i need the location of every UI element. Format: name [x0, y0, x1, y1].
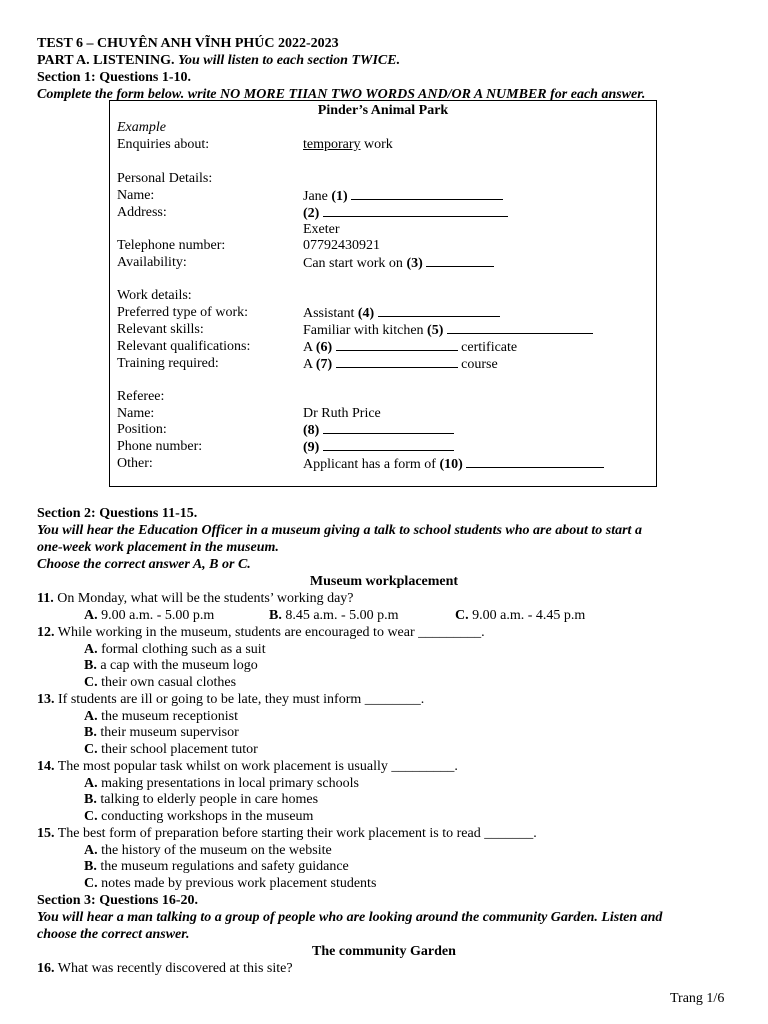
- q3-blank[interactable]: [426, 254, 494, 267]
- section3-instruction-1: You will hear a man talking to a group of people who are looking around the community Garden. Listen and: [37, 910, 663, 925]
- option-12b[interactable]: [84, 657, 258, 674]
- name-value: [303, 187, 503, 205]
- option-letter: B.: [84, 725, 97, 740]
- training-value: [303, 355, 498, 373]
- example-label: Example: [117, 120, 166, 135]
- qual-label: Relevant qualifications:: [117, 339, 251, 354]
- section1-instruction: Complete the form below. write NO MORE TIIAN TWO WORDS AND/OR A NUMBER for each answer.: [37, 87, 646, 102]
- section1-heading: Section 1: Questions 1-10.: [37, 70, 191, 85]
- section2-instruction-3: Choose the correct answer A, B or C.: [37, 557, 251, 572]
- option-text: their museum supervisor: [96, 725, 239, 740]
- other-label: Other:: [117, 456, 153, 471]
- pref-value: [303, 304, 500, 322]
- q8-blank[interactable]: [323, 421, 454, 434]
- training-label: Training required:: [117, 356, 219, 371]
- phone-value: 07792430921: [303, 238, 380, 253]
- option-text: 8.45 a.m. - 5.00 p.m: [281, 608, 399, 623]
- part-label: PART A. LISTENING.: [37, 53, 175, 68]
- option-text: the museum receptionist: [97, 709, 238, 724]
- q1-blank[interactable]: [351, 187, 503, 200]
- qual-suffix: certificate: [457, 340, 518, 355]
- question-16: [37, 960, 293, 977]
- option-15b[interactable]: [84, 858, 349, 875]
- referee-heading: Referee:: [117, 389, 165, 404]
- enquiries-value-underlined: temporary: [303, 137, 361, 152]
- section2-instruction-2: one-week work placement in the museum.: [37, 540, 279, 555]
- option-11c[interactable]: [455, 607, 585, 624]
- q5-number: (5): [427, 323, 444, 338]
- q7-blank[interactable]: [336, 355, 458, 368]
- q5-blank[interactable]: [447, 321, 593, 334]
- q1-number: (1): [331, 189, 348, 204]
- option-letter: A.: [84, 608, 98, 623]
- option-text: 9.00 a.m. - 5.00 p.m: [97, 608, 215, 623]
- q3-number: (3): [406, 256, 423, 271]
- option-letter: A.: [84, 642, 98, 657]
- availability-prefix: Can start work on: [303, 256, 407, 271]
- section3-title: The community Garden: [312, 944, 456, 959]
- q6-number: (6): [315, 340, 333, 355]
- option-letter: B.: [84, 859, 97, 874]
- option-letter: C.: [84, 809, 98, 824]
- question-12: [37, 624, 485, 641]
- option-letter: C.: [84, 876, 98, 891]
- enquiries-label: Enquiries about:: [117, 137, 210, 152]
- question-text: The most popular task whilst on work placement is usually _________.: [54, 759, 458, 774]
- question-14: [37, 758, 458, 775]
- question-number: 12.: [37, 625, 55, 640]
- option-14a[interactable]: [84, 775, 359, 792]
- option-12a[interactable]: [84, 641, 266, 658]
- skills-prefix: Familiar with kitchen: [303, 323, 428, 338]
- option-letter: A.: [84, 776, 98, 791]
- availability-value: [303, 254, 494, 272]
- section2-instruction-1: You will hear the Education Officer in a museum giving a talk to school students who are about to start a: [37, 523, 642, 538]
- pref-label: Preferred type of work:: [117, 305, 249, 320]
- option-15a[interactable]: [84, 842, 332, 859]
- ref-phone-value: [303, 438, 454, 456]
- question-text: What was recently discovered at this site?: [54, 961, 293, 976]
- qual-value: [303, 338, 517, 356]
- q6-blank[interactable]: [336, 338, 458, 351]
- option-text: making presentations in local primary schools: [97, 776, 359, 791]
- option-letter: A.: [84, 709, 98, 724]
- question-15: [37, 825, 537, 842]
- option-text: their school placement tutor: [97, 742, 258, 757]
- option-letter: B.: [84, 658, 97, 673]
- option-text: their own casual clothes: [97, 675, 237, 690]
- option-14c[interactable]: [84, 808, 313, 825]
- section3-instruction-2: choose the correct answer.: [37, 927, 190, 942]
- enquiries-value-rest: work: [360, 137, 393, 152]
- position-label: Position:: [117, 422, 167, 437]
- option-13b[interactable]: [84, 724, 239, 741]
- option-15c[interactable]: [84, 875, 376, 892]
- skills-value: [303, 321, 593, 339]
- ref-name-value: Dr Ruth Price: [303, 406, 381, 421]
- q10-number: (10): [439, 457, 463, 472]
- question-text: The best form of preparation before starting their work placement is to read _______.: [54, 826, 537, 841]
- section2-title: Museum workplacement: [309, 574, 459, 589]
- phone-label: Telephone number:: [117, 238, 226, 253]
- page-number: Trang 1/6: [670, 991, 725, 1006]
- q2-blank[interactable]: [323, 204, 508, 217]
- q9-number: (9): [303, 440, 320, 455]
- option-13a[interactable]: [84, 708, 238, 725]
- question-11: [37, 590, 354, 607]
- position-value: [303, 421, 454, 439]
- option-letter: C.: [84, 742, 98, 757]
- question-13: [37, 691, 424, 708]
- option-text: conducting workshops in the museum: [97, 809, 314, 824]
- option-13c[interactable]: [84, 741, 258, 758]
- q10-blank[interactable]: [466, 455, 604, 468]
- address-label: Address:: [117, 205, 167, 220]
- q2-number: (2): [303, 206, 320, 221]
- part-heading: [37, 52, 400, 69]
- question-text: While working in the museum, students are encouraged to wear _________.: [54, 625, 485, 640]
- availability-label: Availability:: [117, 255, 187, 270]
- option-letter: B.: [84, 792, 97, 807]
- qual-prefix: A: [303, 340, 316, 355]
- option-letter: A.: [84, 843, 98, 858]
- form-title: Pinder’s Animal Park: [317, 103, 449, 118]
- q4-blank[interactable]: [378, 304, 500, 317]
- address-value: [303, 204, 508, 222]
- other-value: [303, 455, 604, 473]
- question-number: 13.: [37, 692, 55, 707]
- name-label: Name:: [117, 188, 155, 203]
- option-text: a cap with the museum logo: [96, 658, 258, 673]
- q4-number: (4): [357, 306, 375, 321]
- option-14b[interactable]: [84, 791, 318, 808]
- city-value: Exeter: [303, 222, 340, 237]
- ref-name-label: Name:: [117, 406, 155, 421]
- question-number: 11.: [37, 591, 54, 606]
- name-prefix: Jane: [303, 189, 332, 204]
- question-number: 16.: [37, 961, 55, 976]
- ref-phone-label: Phone number:: [117, 439, 203, 454]
- q8-number: (8): [303, 423, 320, 438]
- question-text: On Monday, what will be the students’ working day?: [53, 591, 354, 606]
- q7-number: (7): [315, 357, 333, 372]
- personal-heading: Personal Details:: [117, 171, 213, 186]
- part-note: You will listen to each section TWICE.: [177, 53, 401, 68]
- work-heading: Work details:: [117, 288, 192, 303]
- option-11b[interactable]: [269, 607, 399, 624]
- option-12c[interactable]: [84, 674, 236, 691]
- skills-label: Relevant skills:: [117, 322, 204, 337]
- option-text: the history of the museum on the website: [97, 843, 332, 858]
- section3-heading: Section 3: Questions 16-20.: [37, 893, 198, 908]
- other-prefix: Applicant has a form of: [303, 457, 440, 472]
- option-letter: C.: [455, 608, 469, 623]
- question-text: If students are ill or going to be late, they must inform ________.: [54, 692, 425, 707]
- option-text: 9.00 a.m. - 4.45 p.m: [468, 608, 586, 623]
- test-title: TEST 6 – CHUYÊN ANH VĨNH PHÚC 2022-2023: [37, 36, 339, 51]
- pref-prefix: Assistant: [303, 306, 358, 321]
- question-number: 15.: [37, 826, 55, 841]
- option-text: the museum regulations and safety guidance: [96, 859, 349, 874]
- enquiries-value: [303, 136, 393, 153]
- q9-blank[interactable]: [323, 438, 454, 451]
- option-letter: C.: [84, 675, 98, 690]
- training-prefix: A: [303, 357, 316, 372]
- option-text: notes made by previous work placement students: [97, 876, 377, 891]
- training-suffix: course: [457, 357, 498, 372]
- section2-heading: Section 2: Questions 11-15.: [37, 506, 198, 521]
- question-number: 14.: [37, 759, 55, 774]
- option-text: talking to elderly people in care homes: [96, 792, 319, 807]
- option-letter: B.: [269, 608, 282, 623]
- option-text: formal clothing such as a suit: [97, 642, 266, 657]
- option-11a[interactable]: [84, 607, 214, 624]
